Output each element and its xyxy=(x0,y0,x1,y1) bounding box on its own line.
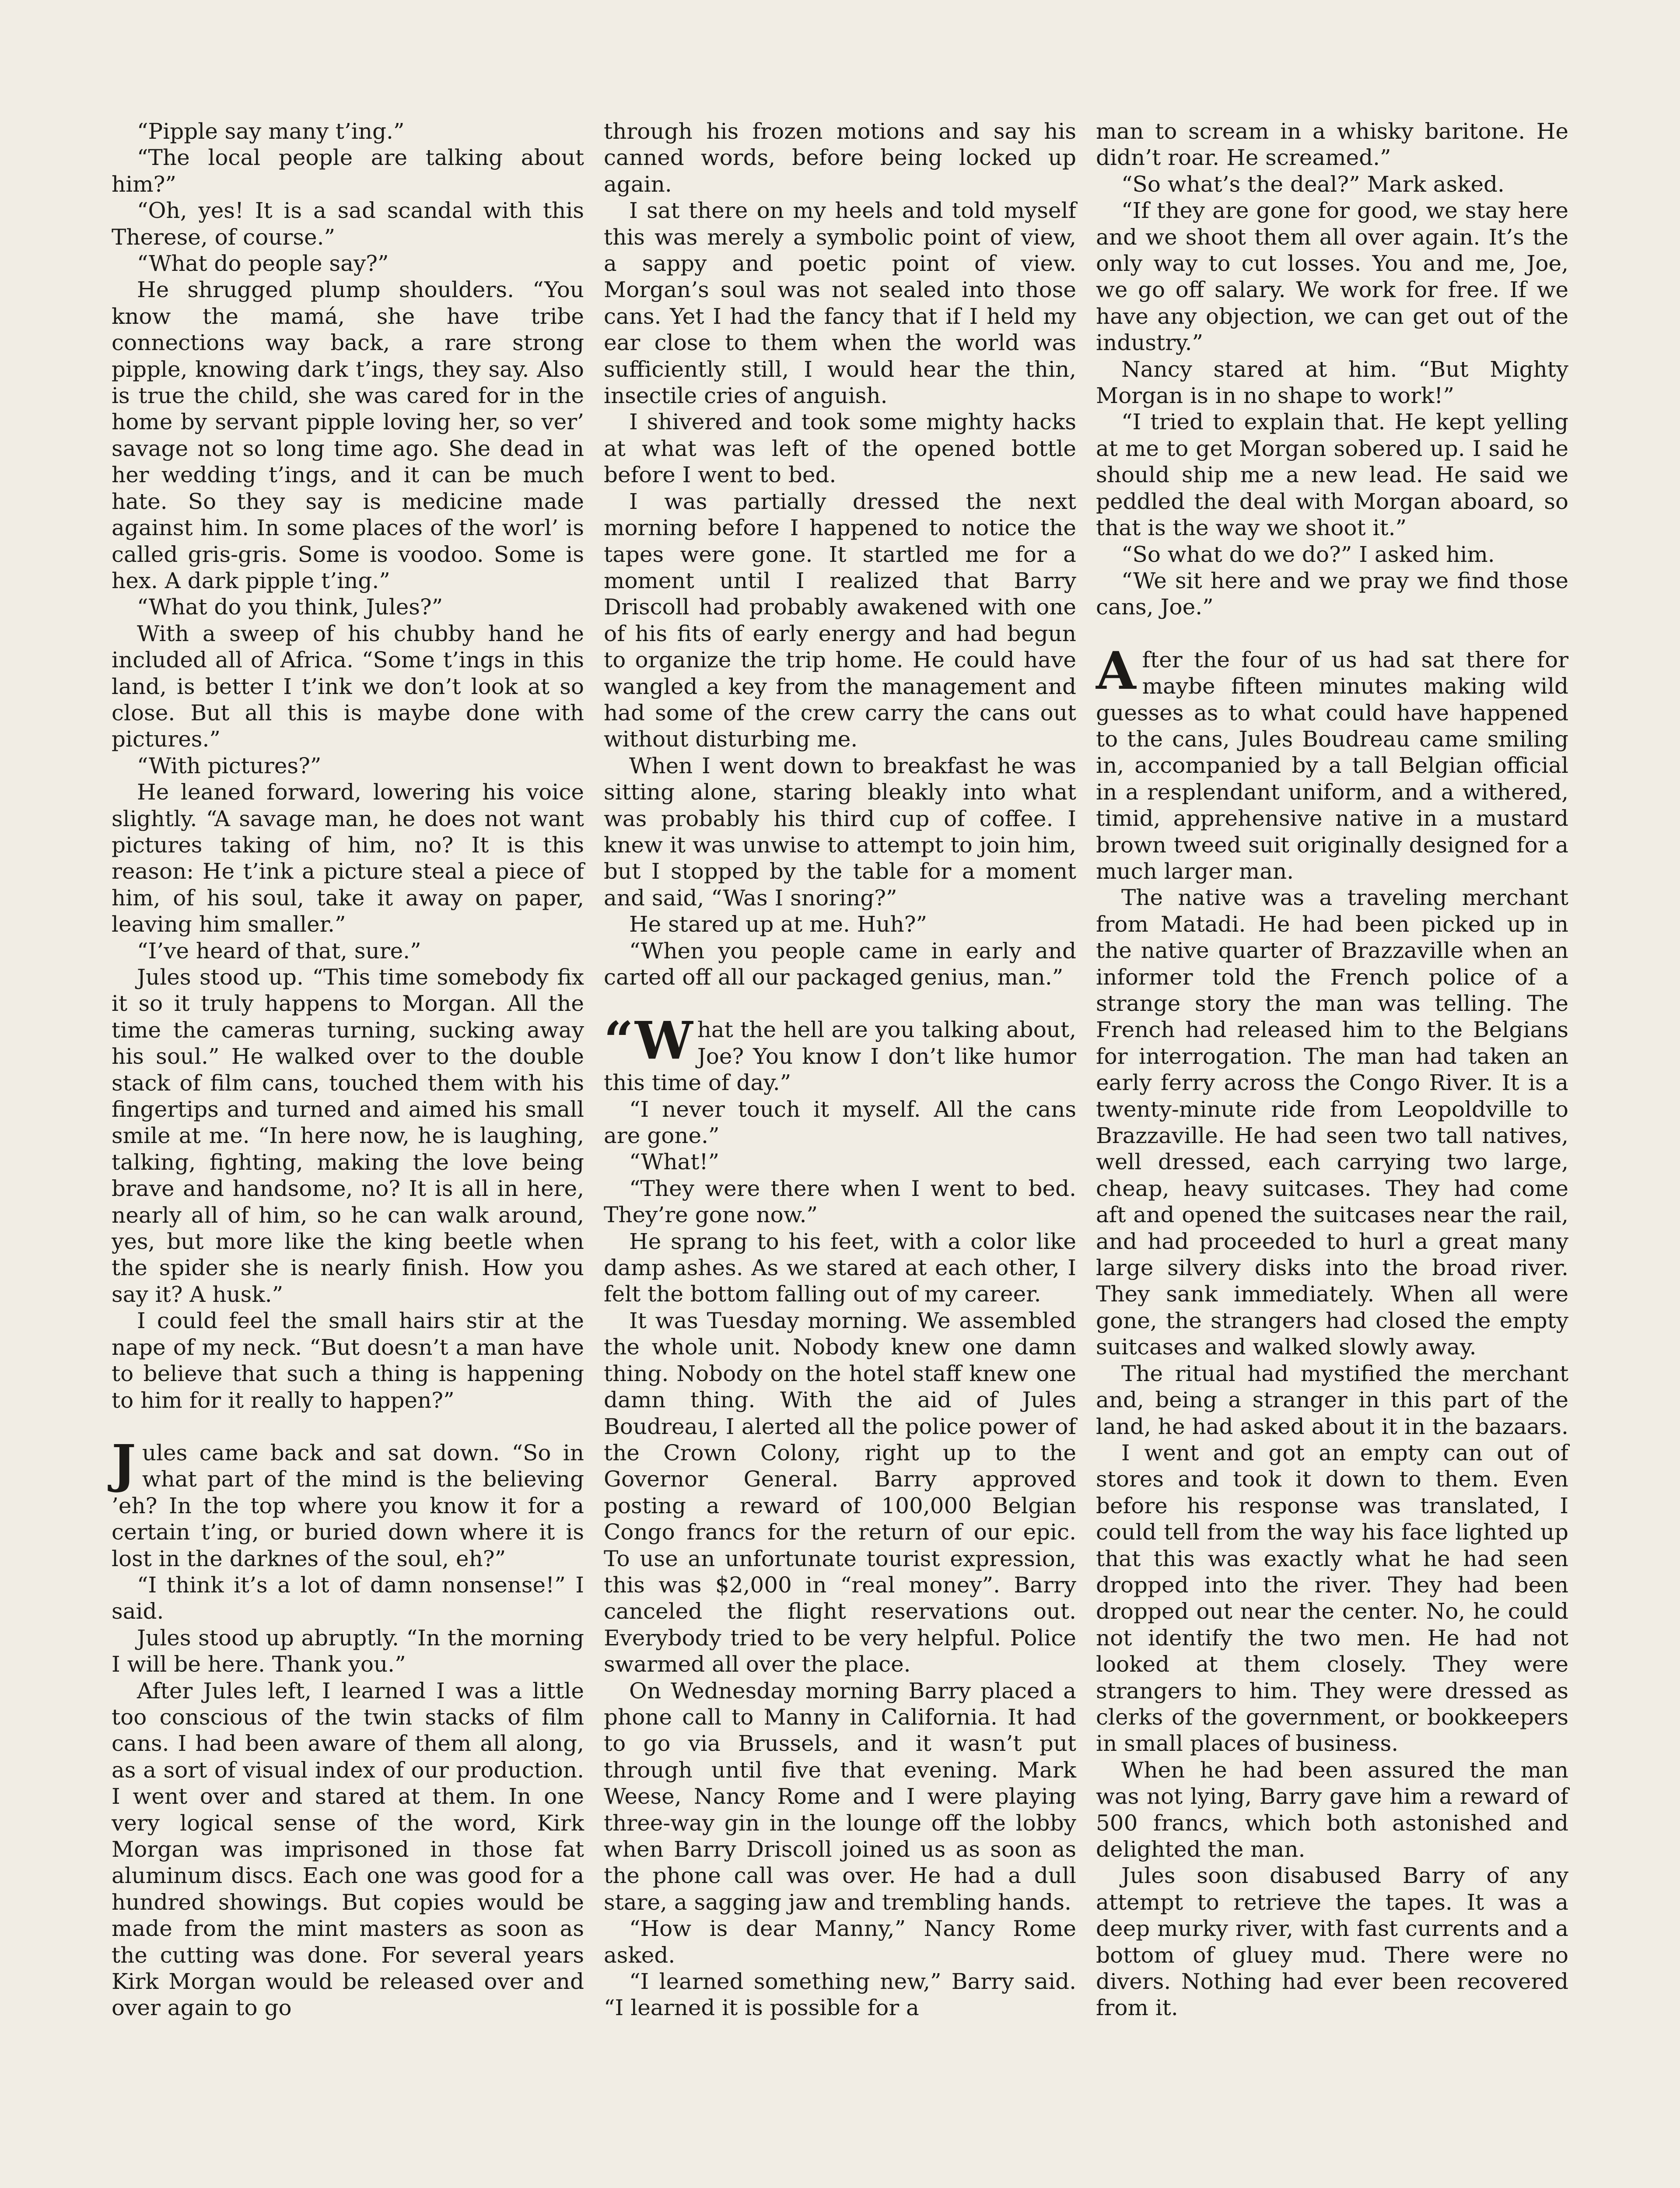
story-paragraph xyxy=(1096,884,1568,1360)
story-paragraph xyxy=(604,911,1076,937)
story-paragraph xyxy=(604,1096,1076,1149)
story-paragraph xyxy=(1096,409,1568,541)
story-paragraph xyxy=(112,1678,584,2021)
paragraph-text: With a sweep of his chubby hand he included all of Africa. “Some t’ings in this land, is better I t’ink we don’t look at so close. But all this is maybe done with pictures.” xyxy=(112,621,584,752)
paragraph-text: I was partially dressed the next morning before I happened to notice the tapes were gone. It startled me for a moment until I realized that Barry Driscoll had probably awakened with one of his fits of early energy and had begun to organize the trip home. He could have wangled a key from the management and had some of the crew carry the cans out without disturbing me. xyxy=(604,488,1076,752)
drop-cap: “W xyxy=(604,1010,693,1071)
text-column-1 xyxy=(112,118,584,2021)
drop-cap: J xyxy=(112,1433,136,1494)
story-paragraph xyxy=(112,277,584,594)
story-paragraph xyxy=(112,1625,584,1678)
story-paragraph xyxy=(112,779,584,937)
paragraph-text: “Oh, yes! It is a sad scandal with this Therese, of course.” xyxy=(112,198,584,250)
paragraph-text: “What do you think, Jules?” xyxy=(137,594,443,620)
paragraph-text: hat the hell are you talking about, Joe? You know I don’t like humor this time of day.” xyxy=(604,1017,1076,1096)
paragraph-text: “I never touch it myself. All the cans are gone.” xyxy=(604,1096,1076,1149)
paragraph-text: When I went down to breakfast he was sitting alone, staring bleakly into what was probably his third cup of coffee. I knew it was unwise to attempt to join him, but I stopped by the table for a moment and said, “Was I snoring?” xyxy=(604,753,1076,911)
paragraph-text: “So what do we do?” I asked him. xyxy=(1121,541,1495,567)
story-paragraph xyxy=(1096,118,1568,171)
paragraph-text: He shrugged plump shoulders. “You know the mamá, she have tribe connections way back, a rare strong pipple, knowing dark t’ings, they say. Also is true the child, she was cared for in the home by servant pipple loving her, so ver’ savage not so long time ago. She dead in her wedding t’ings, and it can be much hate. So they say is medicine made against him. In some places of the worl’ is called gris-gris. Some is voodoo. Some is hex. A dark pipple t’ing.” xyxy=(112,277,584,593)
story-paragraph xyxy=(604,1228,1076,1308)
paragraph-text: Jules soon disabused Barry of any attempt to retrieve the tapes. It was a deep murky river, with fast currents and a bottom of gluey mud. There were no divers. Nothing had ever been recovered from it. xyxy=(1096,1863,1568,2021)
paragraph-text: “I tried to explain that. He kept yelling at me to get Morgan sobered up. I said he should ship me a new lead. He said we peddled the deal with Morgan aboard, so that is the way we shoot it.” xyxy=(1096,409,1568,541)
paragraph-text: “The local people are talking about him?” xyxy=(112,145,584,197)
paragraph-text: “What do people say?” xyxy=(137,251,389,277)
story-paragraph xyxy=(604,488,1076,753)
paragraph-text: “I’ve heard of that, sure.” xyxy=(137,938,421,964)
story-paragraph xyxy=(1096,541,1568,568)
paragraph-text: I could feel the small hairs stir at the nape of my neck. “But doesn’t a man have to believe that such a thing is happening to him for it really to happen?” xyxy=(112,1308,584,1413)
paragraph-text: “So what’s the deal?” Mark asked. xyxy=(1121,171,1505,197)
story-paragraph xyxy=(1096,1360,1568,1440)
paragraph-text: The ritual had mystified the merchant and, being a stranger in this part of the land, he had asked about it in the bazaars. xyxy=(1096,1360,1568,1439)
paragraph-text: He sprang to his feet, with a color like damp ashes. As we stared at each other, I felt the bottom falling out of my career. xyxy=(604,1228,1076,1307)
paragraph-text: After Jules left, I learned I was a little too conscious of the twin stacks of film cans. I had been aware of them all along, as a sort of visual index of our production. I went over and stared at them. In one very logical sense of the word, Kirk Morgan was imprisoned in those fat aluminum discs. Each one was good for a hundred showings. But copies would be made from the mint masters as soon as the cutting was done. For several years Kirk Morgan would be released over and over again to go xyxy=(112,1678,584,2021)
story-paragraph xyxy=(112,594,584,620)
story-paragraph xyxy=(112,753,584,779)
paragraph-text: “If they are gone for good, we stay here and we shoot them all over again. It’s the only way to cut losses. You and me, Joe, we go off salary. We work for free. If we have any objection, we can get out of the industry.” xyxy=(1096,198,1568,356)
paragraph-text: It was Tuesday morning. We assembled the whole unit. Nobody knew one damn thing. Nobody on the hotel staff knew one damn thing. With the aid of Jules Boudreau, I alerted all the police power of the Crown Colony, right up to the Governor General. Barry approved posting a reward of 100,000 Belgian Congo francs for the return of our epic. To use an unfortunate tourist expression, this was $2,000 in “real money”. Barry canceled the flight reservations out. Everybody tried to be very helpful. Police swarmed all over the place. xyxy=(604,1308,1076,1677)
paragraph-text: He leaned forward, lowering his voice slightly. “A savage man, he does not want pictures taking of him, no? It is this reason: He t’ink a picture steal a piece of him, of his soul, take it away on paper, leaving him smaller.” xyxy=(112,779,584,937)
paragraph-text: I sat there on my heels and told myself this was merely a symbolic point of view, a sappy and poetic point of view. Morgan’s soul was not sealed into those cans. Yet I had the fancy that if I held my ear close to them when the world was sufficiently still, I would hear the thin, insectile cries of anguish. xyxy=(604,198,1076,409)
story-paragraph xyxy=(1096,171,1568,197)
story-paragraph xyxy=(112,1572,584,1625)
paragraph-text: “How is dear Manny,” Nancy Rome asked. xyxy=(604,1916,1076,1968)
story-paragraph xyxy=(112,621,584,753)
story-paragraph xyxy=(112,118,584,144)
paragraph-text: I shivered and took some mighty hacks at what was left of the opened bottle before I went to bed. xyxy=(604,409,1076,488)
story-paragraph xyxy=(112,250,584,277)
paragraph-text: “I learned something new,” Barry said. “I learned it is possible for a xyxy=(604,1969,1076,2021)
paragraph-text: ules came back and sat down. “So in what part of the mind is the believing ’eh? In the top where you know it for a certain t’ing, or buried down where it is lost in the darknes of the soul, eh?” xyxy=(112,1440,584,1571)
paragraph-text: “What!” xyxy=(629,1149,720,1175)
paragraph-text: “When you people came in early and carted off all our packaged genius, man.” xyxy=(604,938,1076,990)
story-paragraph xyxy=(112,197,584,250)
paragraph-text: through his frozen motions and say his canned words, before being locked up again. xyxy=(604,119,1076,197)
paragraph-text: I went and got an empty can out of stores and took it down to them. Even before his response was translated, I could tell from the way his face lighted up that this was exactly what he had seen dropped into the river. They had been dropped out near the center. No, he could not identify the two men. He had not looked at them closely. They were strangers to him. They were dressed as clerks of the government, or bookkeepers in small places of business. xyxy=(1096,1440,1568,1757)
paragraph-text: “I think it’s a lot of damn nonsense!” I said. xyxy=(112,1572,584,1624)
story-paragraph xyxy=(112,964,584,1308)
story-paragraph xyxy=(604,197,1076,409)
story-paragraph xyxy=(604,1308,1076,1678)
story-paragraph xyxy=(1096,640,1568,885)
paragraph-text: Jules stood up. “This time somebody fix it so it truly happens to Morgan. All the time the cameras turning, sucking away his soul.” He walked over to the double stack of film cans, touched them with his fingertips and turned and aimed his small smile at me. “In here now, he is laughing, talking, fighting, making the love being brave and handsome, no? It is all in here, nearly all of him, so he can walk around, yes, but more like the king beetle when the spider she is nearly finish. How you say it? A husk.” xyxy=(112,964,584,1307)
paragraph-text: When he had been assured the man was not lying, Barry gave him a reward of 500 francs, which both astonished and delighted the man. xyxy=(1096,1757,1568,1862)
story-paragraph xyxy=(1096,197,1568,356)
story-paragraph xyxy=(604,1149,1076,1175)
drop-cap: A xyxy=(1096,640,1136,701)
story-paragraph xyxy=(1096,1440,1568,1757)
story-paragraph xyxy=(112,938,584,964)
text-column-3 xyxy=(1096,118,1568,2021)
paragraph-text: He stared up at me. Huh?” xyxy=(629,912,928,937)
story-paragraph xyxy=(1096,568,1568,621)
story-paragraph xyxy=(604,409,1076,488)
story-paragraph xyxy=(604,118,1076,197)
story-paragraph xyxy=(1096,1757,1568,1863)
paragraph-text: man to scream in a whisky baritone. He didn’t roar. He screamed.” xyxy=(1096,119,1568,171)
paragraph-text: fter the four of us had sat there for maybe fifteen minutes making wild guesses as to what could have happened to the cans, Jules Boudreau came smiling in, accompanied by a tall Belgian official in a resplendant uniform, and a withered, timid, apprehensive native in a mustard brown tweed suit originally designed for a much larger man. xyxy=(1096,647,1568,884)
story-paragraph xyxy=(604,1915,1076,1968)
paragraph-text: “Pipple say many t’ing.” xyxy=(137,119,405,144)
story-paragraph xyxy=(604,938,1076,991)
story-paragraph xyxy=(604,1175,1076,1228)
story-paragraph xyxy=(112,144,584,197)
story-paragraph xyxy=(112,1433,584,1572)
story-paragraph xyxy=(1096,1862,1568,2021)
paragraph-text: Nancy stared at him. “But Mighty Morgan is in no shape to work!” xyxy=(1096,356,1568,409)
story-paragraph xyxy=(604,1968,1076,2021)
story-paragraph xyxy=(604,753,1076,911)
story-paragraph xyxy=(1096,356,1568,409)
paragraph-text: “We sit here and we pray we find those cans, Joe.” xyxy=(1096,568,1568,620)
paragraph-text: “With pictures?” xyxy=(137,753,322,778)
text-column-2 xyxy=(604,118,1076,2021)
paragraph-text: The native was a traveling merchant from Matadi. He had been picked up in the native quarter of Brazzaville when an informer told the French police of a strange story the man was telling. The French had released him to the Belgians for interrogation. The man had taken an early ferry across the Congo River. It is a twenty-minute ride from Leopoldville to Brazzaville. He had seen two tall natives, well dressed, each carrying two large, cheap, heavy suitcases. They had come aft and opened the suitcases near the rail, and had proceeded to hurl a great many large silvery disks into the broad river. They sank immediately. When all were gone, the strangers had closed the empty suitcases and walked slowly away. xyxy=(1096,885,1568,1360)
story-paragraph xyxy=(604,1010,1076,1096)
paragraph-text: On Wednesday morning Barry placed a phone call to Manny in California. It had to go via Brussels, and it wasn’t put through until five that evening. Mark Weese, Nancy Rome and I were playing three-way gin in the lounge off the lobby when Barry Driscoll joined us as soon as the phone call was over. He had a dull stare, a sagging jaw and trembling hands. xyxy=(604,1678,1076,1915)
story-paragraph xyxy=(604,1678,1076,1916)
paragraph-text: “They were there when I went to bed. They’re gone now.” xyxy=(604,1175,1076,1228)
story-paragraph xyxy=(112,1308,584,1413)
paragraph-text: Jules stood up abruptly. “In the morning I will be here. Thank you.” xyxy=(112,1625,584,1677)
